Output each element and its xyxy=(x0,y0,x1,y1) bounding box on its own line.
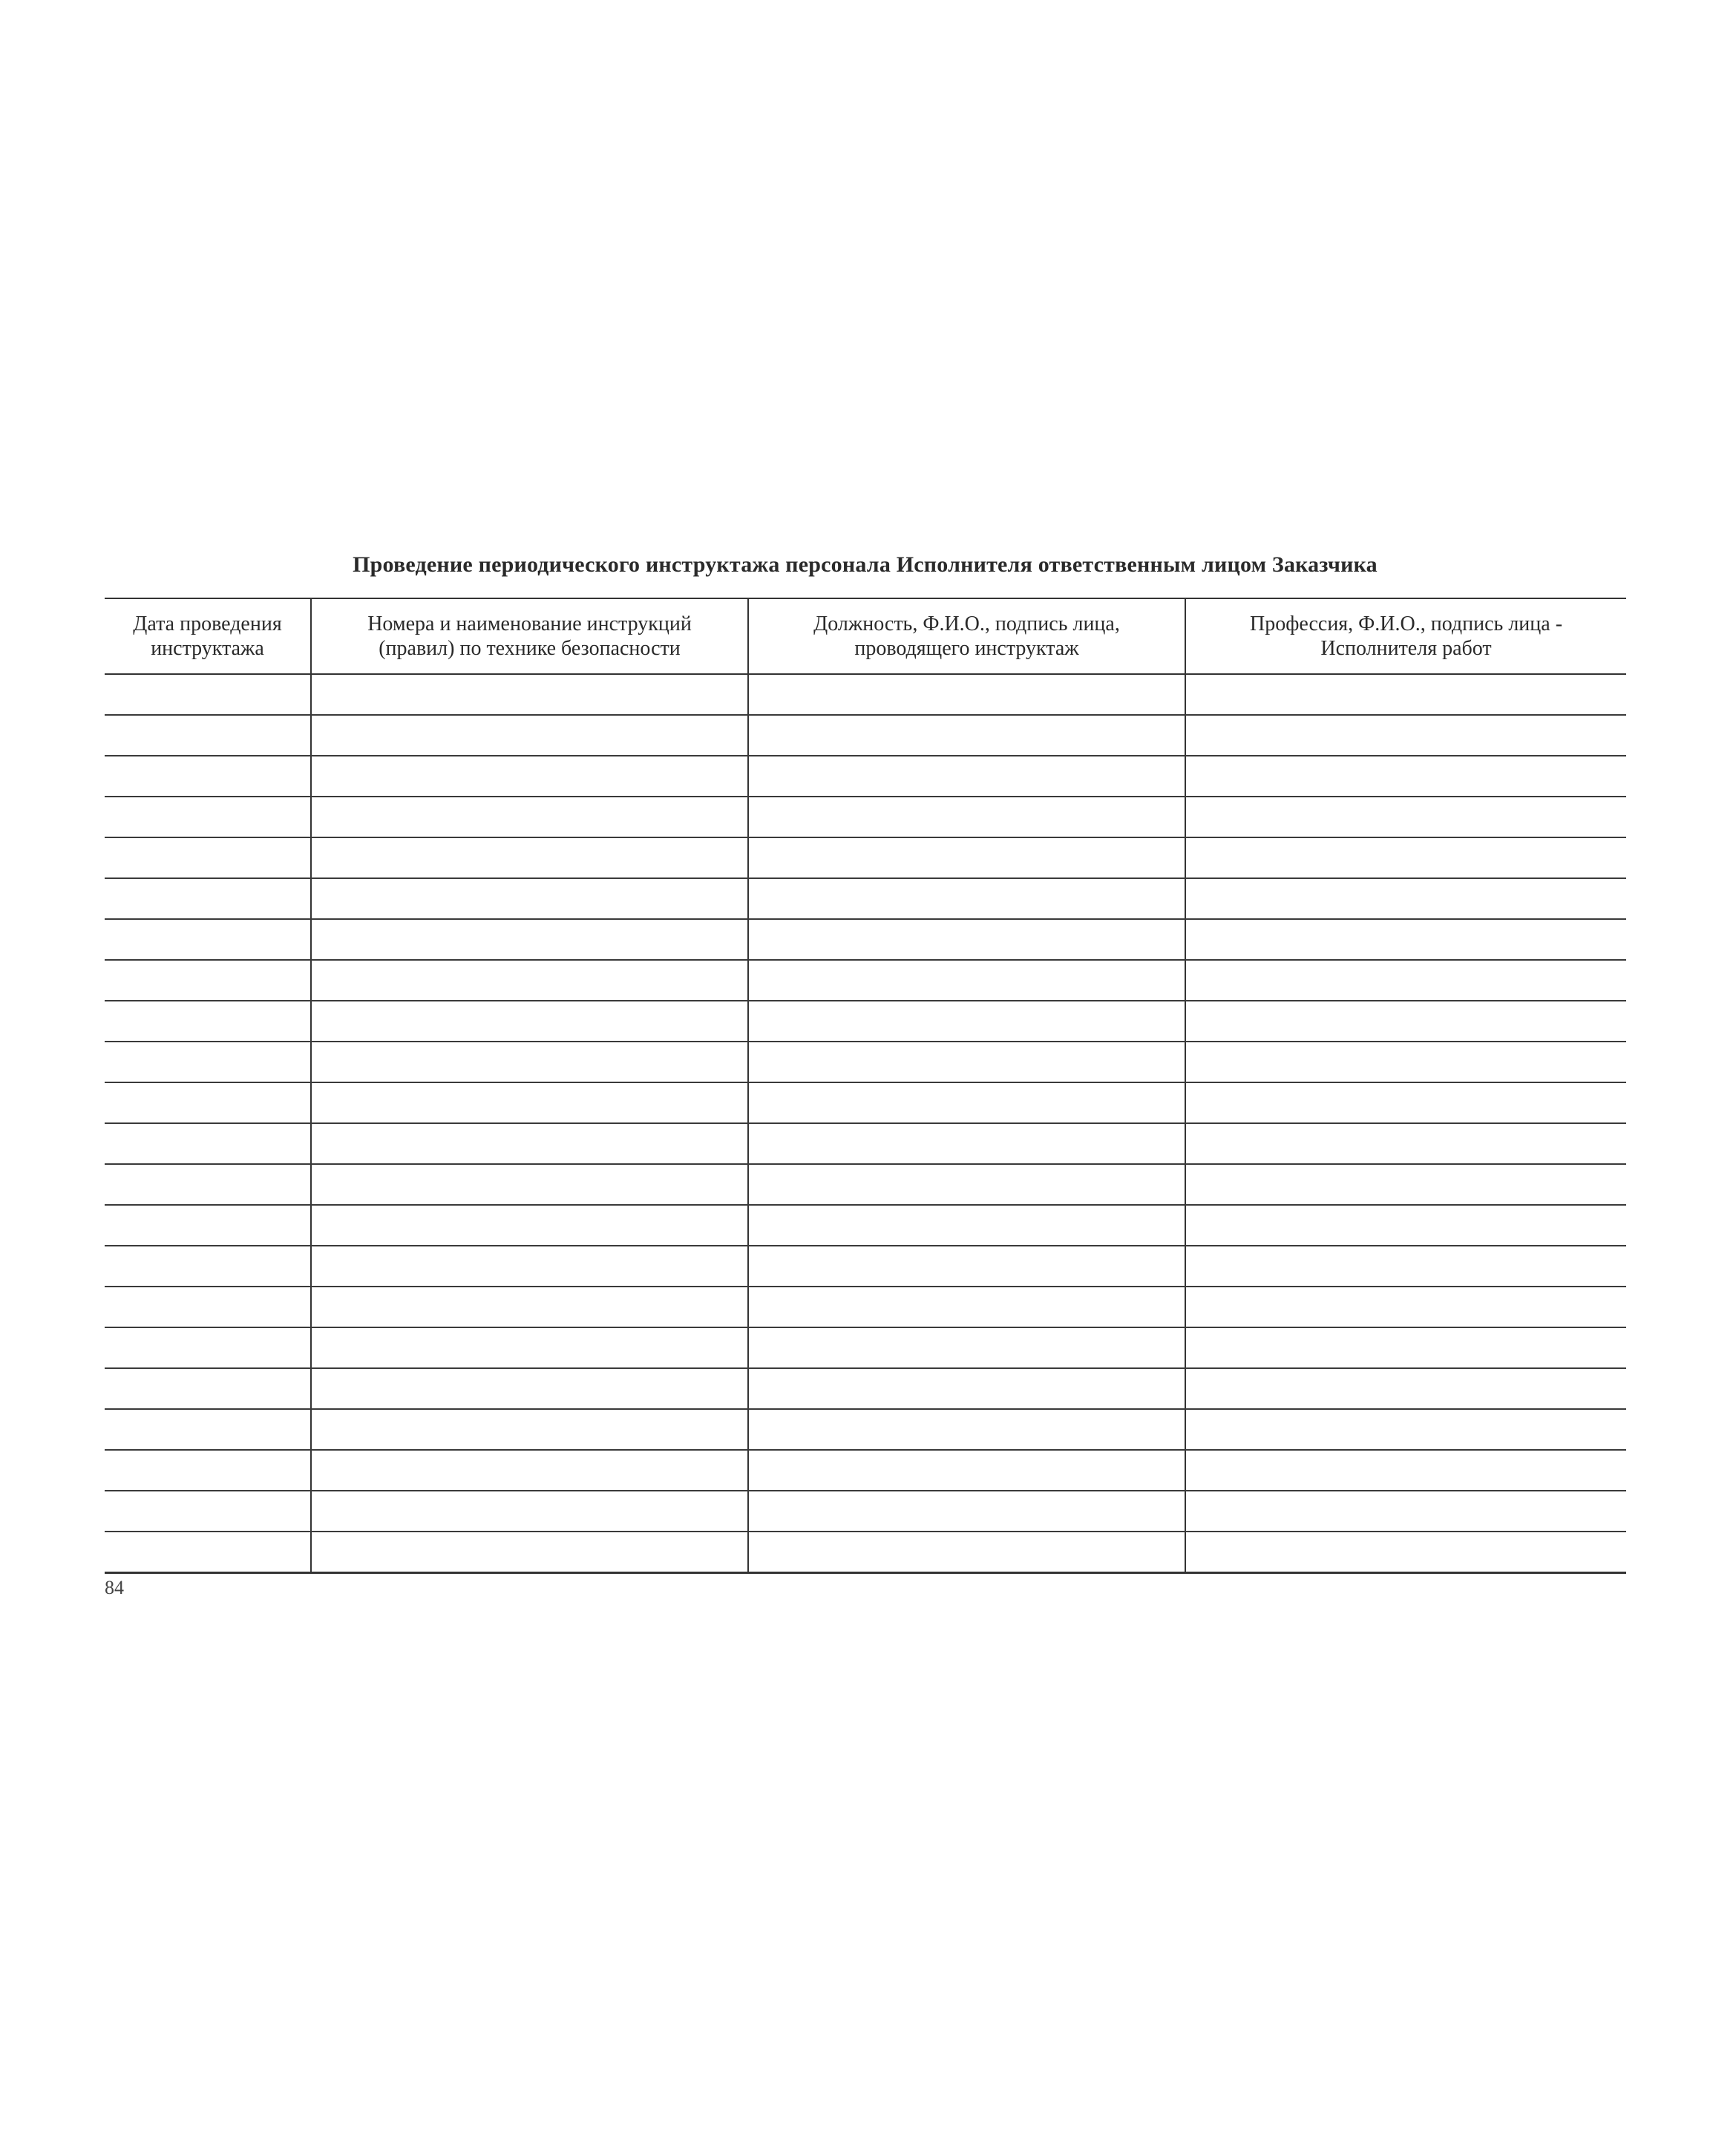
cell-worker xyxy=(1185,1450,1626,1491)
table-row xyxy=(105,797,1626,837)
cell-worker xyxy=(1185,837,1626,878)
cell-date xyxy=(105,837,311,878)
table-row xyxy=(105,1368,1626,1409)
table-row xyxy=(105,1164,1626,1205)
header-date xyxy=(105,598,311,674)
cell-instructor xyxy=(748,1246,1185,1287)
cell-instructions xyxy=(311,1287,748,1327)
cell-instructions xyxy=(311,1450,748,1491)
cell-instructor xyxy=(748,1164,1185,1205)
page-title: Проведение периодического инструктажа персонала Исполнителя ответственным лицом Заказчика xyxy=(353,552,1378,577)
header-instructions-line-2: (правил) по технике безопасности xyxy=(379,637,681,660)
cell-date xyxy=(105,1001,311,1042)
cell-worker xyxy=(1185,1327,1626,1368)
cell-instructions xyxy=(311,1409,748,1450)
cell-date xyxy=(105,1532,311,1573)
cell-instructions xyxy=(311,1082,748,1123)
page-number: 84 xyxy=(105,1577,124,1598)
cell-instructor xyxy=(748,1532,1185,1573)
table-row xyxy=(105,1042,1626,1082)
cell-instructor xyxy=(748,1450,1185,1491)
cell-instructor xyxy=(748,674,1185,715)
header-date-line-1: Дата проведения xyxy=(133,612,282,635)
cell-instructions xyxy=(311,1532,748,1573)
cell-date xyxy=(105,1246,311,1287)
cell-worker xyxy=(1185,1001,1626,1042)
cell-instructions xyxy=(311,1246,748,1287)
cell-instructions xyxy=(311,837,748,878)
cell-instructor xyxy=(748,1042,1185,1082)
header-instructor-line-1: Должность, Ф.И.О., подпись лица, xyxy=(813,612,1120,635)
cell-date xyxy=(105,715,311,756)
cell-worker xyxy=(1185,756,1626,797)
cell-instructions xyxy=(311,1042,748,1082)
cell-instructor xyxy=(748,1491,1185,1532)
cell-date xyxy=(105,1368,311,1409)
cell-worker xyxy=(1185,1246,1626,1287)
table-row xyxy=(105,837,1626,878)
cell-worker xyxy=(1185,1082,1626,1123)
table-row xyxy=(105,1123,1626,1164)
cell-date xyxy=(105,1082,311,1123)
cell-instructor xyxy=(748,715,1185,756)
cell-instructions xyxy=(311,1368,748,1409)
header-row xyxy=(105,598,1626,674)
cell-worker xyxy=(1185,960,1626,1001)
cell-instructions xyxy=(311,674,748,715)
table-row xyxy=(105,960,1626,1001)
table-row xyxy=(105,756,1626,797)
cell-worker xyxy=(1185,1287,1626,1327)
table-row xyxy=(105,1082,1626,1123)
cell-worker xyxy=(1185,1532,1626,1573)
table-row xyxy=(105,919,1626,960)
cell-date xyxy=(105,1164,311,1205)
cell-worker xyxy=(1185,1409,1626,1450)
cell-date xyxy=(105,878,311,919)
cell-instructions xyxy=(311,919,748,960)
table-row xyxy=(105,878,1626,919)
cell-instructions xyxy=(311,1327,748,1368)
cell-instructor xyxy=(748,919,1185,960)
table-row xyxy=(105,1287,1626,1327)
table-row xyxy=(105,1205,1626,1246)
cell-instructor xyxy=(748,1082,1185,1123)
cell-date xyxy=(105,1205,311,1246)
cell-instructions xyxy=(311,797,748,837)
cell-instructor xyxy=(748,1327,1185,1368)
cell-date xyxy=(105,797,311,837)
cell-instructions xyxy=(311,756,748,797)
header-instructions-line-1: Номера и наименование инструкций xyxy=(367,612,692,635)
cell-worker xyxy=(1185,715,1626,756)
table-row xyxy=(105,1246,1626,1287)
cell-instructor xyxy=(748,1368,1185,1409)
cell-instructor xyxy=(748,756,1185,797)
cell-instructor xyxy=(748,1123,1185,1164)
cell-date xyxy=(105,674,311,715)
cell-date xyxy=(105,1287,311,1327)
header-instructor xyxy=(748,598,1185,674)
table-row xyxy=(105,715,1626,756)
cell-worker xyxy=(1185,1491,1626,1532)
cell-worker xyxy=(1185,878,1626,919)
cell-date xyxy=(105,1042,311,1082)
table-row xyxy=(105,1001,1626,1042)
cell-instructor xyxy=(748,797,1185,837)
table-row xyxy=(105,674,1626,715)
cell-worker xyxy=(1185,674,1626,715)
header-worker-line-1: Профессия, Ф.И.О., подпись лица - xyxy=(1249,612,1563,635)
cell-date xyxy=(105,1450,311,1491)
cell-instructions xyxy=(311,878,748,919)
cell-instructions xyxy=(311,1001,748,1042)
cell-instructions xyxy=(311,715,748,756)
cell-worker xyxy=(1185,1123,1626,1164)
cell-instructor xyxy=(748,1409,1185,1450)
cell-worker xyxy=(1185,919,1626,960)
cell-date xyxy=(105,1327,311,1368)
cell-instructor xyxy=(748,1287,1185,1327)
table-body xyxy=(105,674,1626,1573)
cell-date xyxy=(105,1123,311,1164)
header-instructions xyxy=(311,598,748,674)
table-row xyxy=(105,1491,1626,1532)
table-row xyxy=(105,1532,1626,1573)
cell-instructor xyxy=(748,1205,1185,1246)
cell-instructor xyxy=(748,878,1185,919)
header-worker-line-2: Исполнителя работ xyxy=(1320,637,1492,660)
cell-instructions xyxy=(311,1205,748,1246)
header-worker xyxy=(1185,598,1626,674)
cell-instructions xyxy=(311,960,748,1001)
table-row xyxy=(105,1409,1626,1450)
cell-worker xyxy=(1185,1368,1626,1409)
cell-instructor xyxy=(748,960,1185,1001)
cell-date xyxy=(105,1491,311,1532)
cell-date xyxy=(105,960,311,1001)
cell-worker xyxy=(1185,1205,1626,1246)
cell-instructions xyxy=(311,1491,748,1532)
cell-worker xyxy=(1185,1042,1626,1082)
table-row xyxy=(105,1450,1626,1491)
cell-worker xyxy=(1185,797,1626,837)
header-instructor-line-2: проводящего инструктаж xyxy=(854,637,1079,660)
cell-date xyxy=(105,756,311,797)
cell-instructor xyxy=(748,837,1185,878)
cell-date xyxy=(105,919,311,960)
cell-instructions xyxy=(311,1123,748,1164)
cell-date xyxy=(105,1409,311,1450)
cell-instructor xyxy=(748,1001,1185,1042)
cell-worker xyxy=(1185,1164,1626,1205)
header-date-line-2: инструктажа xyxy=(151,637,264,660)
instruction-log-table xyxy=(105,598,1626,1574)
cell-instructions xyxy=(311,1164,748,1205)
table-row xyxy=(105,1327,1626,1368)
